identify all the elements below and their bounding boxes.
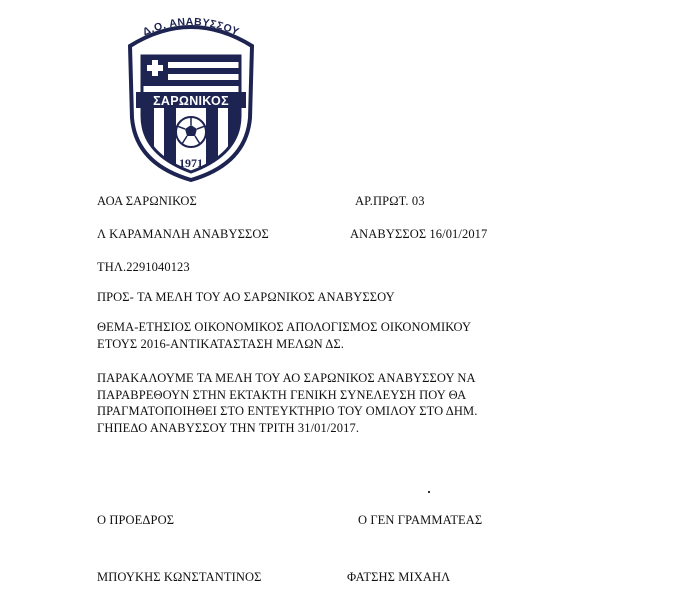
- phone: ΤΗΛ.2291040123: [97, 260, 190, 274]
- secretary-title: Ο ΓΕΝ ΓΡΑΜΜΑΤΕΑΣ: [358, 513, 483, 527]
- crest-year-text: 1971: [179, 156, 203, 170]
- place-date: ΑΝΑΒΥΣΣΟΣ 16/01/2017: [350, 227, 488, 241]
- club-crest-logo: [122, 6, 260, 182]
- address: Λ ΚΑΡΑΜΑΝΛΗ ΑΝΑΒΥΣΣΟΣ: [97, 227, 269, 241]
- body-text-line: ΠΡΑΓΜΑΤΟΠΟΙΗΘΕΙ ΣΤΟ ΕΝΤΕΥΚΤΗΡΙΟ ΤΟΥ ΟΜΙΛΟΥ ΣΤΟ ΔΗΜ.: [97, 404, 478, 418]
- president-name: ΜΠΟΥΚΗΣ ΚΩΝΣΤΑΝΤΙΝΟΣ: [97, 570, 262, 584]
- body-text-line: ΠΑΡΑΒΡΕΘΟΥΝ ΣΤΗΝ ΕΚΤΑΚΤΗ ΓΕΝΙΚΗ ΣΥΝΕΛΕΥΣΗ ΠΟΥ ΘΑ: [97, 388, 467, 402]
- football-icon: [176, 117, 206, 147]
- subject-line: ΕΤΟΥΣ 2016-ΑΝΤΙΚΑΤΑΣΤΑΣΗ ΜΕΛΩΝ ΔΣ.: [97, 337, 345, 351]
- secretary-name: ΦΑΤΣΗΣ ΜΙΧΑΗΛ: [347, 570, 451, 584]
- crest-name-text: ΣΑΡΩΝΙΚΟΣ: [153, 94, 229, 108]
- crest-arc-text: Δ.Ο. ΑΝΑΒΥΣΣΟΥ: [141, 15, 241, 39]
- subject-line: ΘΕΜΑ-ΕΤΗΣΙΟΣ ΟΙΚΟΝΟΜΙΚΟΣ ΑΠΟΛΟΓΙΣΜΟΣ ΟΙΚΟΝΟΜΙΚΟΥ: [97, 320, 472, 334]
- president-title: Ο ΠΡΟΕΔΡΟΣ: [97, 513, 175, 527]
- org-name: ΑΟΑ ΣΑΡΩΝΙΚΟΣ: [97, 194, 197, 208]
- recipients-line: ΠΡΟΣ- ΤΑ ΜΕΛΗ ΤΟΥ ΑΟ ΣΑΡΩΝΙΚΟΣ ΑΝΑΒΥΣΣΟΥ: [97, 290, 395, 304]
- scan-speck: [428, 491, 430, 493]
- body-text-line: ΠΑΡΑΚΑΛΟΥΜΕ ΤΑ ΜΕΛΗ ΤΟΥ ΑΟ ΣΑΡΩΝΙΚΟΣ ΑΝΑΒΥΣΣΟΥ ΝΑ: [97, 371, 476, 385]
- protocol-number: ΑΡ.ΠΡΩΤ. 03: [355, 194, 425, 208]
- body-text-line: ΓΗΠΕΔΟ ΑΝΑΒΥΣΣΟΥ ΤΗΝ ΤΡΙΤΗ 31/01/2017.: [97, 421, 360, 435]
